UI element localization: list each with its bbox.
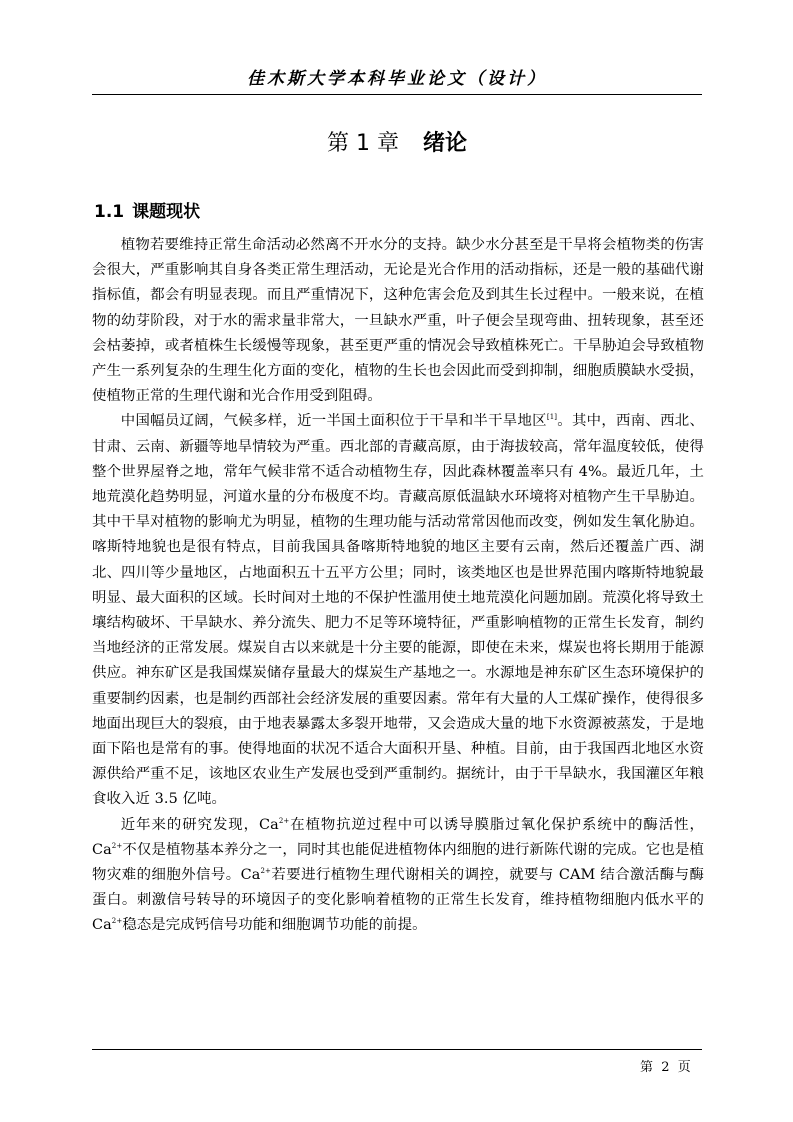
page-number: 第 2 页	[640, 1060, 691, 1075]
paragraph-2-text-a: 中国幅员辽阔，气候多样，近一半国土面积位于干旱和半干旱地区	[120, 413, 547, 430]
paragraph-3-text-c: 不仅是植物基本养分之一，同时其也能促进植物体内细胞的进行新陈代谢的完成。它也是植物灾难的细胞外信号。Ca	[92, 841, 704, 884]
paragraph-1: 植物若要维持正常生命活动必然离不开水分的支持。缺少水分甚至是干旱将会植物类的伤害会很大，严重影响其自身各类正常生理活动，无论是光合作用的活动指标，还是一般的基础代谢指标值，都会有明显表现。而且严重情况下，这种危害会危及到其生长过程中。一般来说，在植物的幼芽阶段，对于水的需求量非常大，一旦缺水严重，叶子便会呈现弯曲、扭转现象，甚至还会枯萎掉，或者植株生长缓慢等现象，甚至更严重的情况会导致植株死亡。干旱胁迫会导致植物产生一系列复杂的生理生化方面的变化，植物的生长也会因此而受到抑制，细胞质膜缺水受损，使植物正常的生理代谢和光合作用受到阻碍。	[92, 237, 704, 405]
paragraph-3-text-e: 稳态是完成钙信号功能和细胞调节功能的前提。	[122, 917, 427, 934]
paragraph-3-text-a: 近年来的研究发现，Ca	[120, 816, 279, 833]
section-heading	[94, 197, 200, 222]
chapter-name: 绪论	[422, 131, 467, 156]
body-text	[92, 233, 704, 939]
header-divider	[92, 94, 702, 95]
superscript-charge: 2+	[260, 867, 271, 876]
paragraph-2-text-b: 。其中，西南、西北、甘肃、云南、新疆等地旱情较为严重。西北部的青藏高原，由于海拔较高，常年温度较低，使得整个世界屋脊之地，常年气候非常不适合动植物生存，因此森林覆盖率只有 4%。最近几年，土地荒漠化趋势明显，河道水量的分布极度不均。青藏高原低温缺水环境将对植物产生干旱胁迫。其中干旱对植物的影响尤为明显，植物的生理功能与活动常常因他而改变，例如发生氧化胁迫。喀斯特地貌也是很有特点，目前我国具备喀斯特地貌的地区主要有云南，然后还覆盖广西、湖北、四川等少量地区，占地面积五十五平方公里；同时，该类地区也是世界范围内喀斯特地貌最明显、最大面积的区域。长时间对土地的不保护性滥用使土地荒漠化问题加剧。荒漠化将导致土壤结构破坏、干旱缺水、养分流失、肥力不足等环境特征，严重影响植物的正常生长发育，制约当地经济的正常发展。煤炭自古以来就是十分主要的能源，即使在未来，煤炭也将长期用于能源供应。神东矿区是我国煤炭储存量最大的煤炭生产基地之一。水源地是神东矿区生态环境保护的重要制约因素，也是制约西部社会经济发展的重要因素。常年有大量的人工煤矿操作，使得很多地面出现巨大的裂痕，由于地表暴露太多裂开地带，又会造成大量的地下水资源被蒸发，于是地面下陷也是常有的事。使得地面的状况不适合大面积开垦、种植。目前，由于我国西北地区水资源供给严重不足，该地区农业生产发展也受到严重制约。据统计，由于干旱缺水，我国灌区年粮食收入近 3.5 亿吨。	[92, 413, 704, 808]
paragraph-2	[92, 409, 704, 812]
citation-ref: [1]	[546, 413, 558, 422]
superscript-charge: 2+	[111, 842, 123, 851]
section-number: 1.1	[94, 202, 125, 222]
chapter-number: 第 1 章	[327, 131, 399, 156]
superscript-charge: 2+	[111, 917, 123, 926]
section-title: 课题现状	[132, 202, 201, 222]
paragraph-3-text-b: 在植物抗逆过程中可以诱导膜脂过氧化保护系统中的酶活性，Ca	[92, 816, 704, 858]
footer-divider	[92, 1049, 702, 1050]
chapter-heading	[92, 126, 702, 157]
paragraph-3	[92, 813, 704, 939]
paragraph-3-text-d: 若要进行植物生理代谢相关的调控，就要与 CAM 结合激活酶与酶蛋白。刺激信号转导的环境因子的变化影响着植物的正常生长发育，维持植物细胞内低水平的 Ca	[92, 867, 705, 934]
header-title: 佳木斯大学本科毕业论文（设计）	[247, 69, 547, 89]
superscript-charge: 2+	[278, 816, 290, 825]
